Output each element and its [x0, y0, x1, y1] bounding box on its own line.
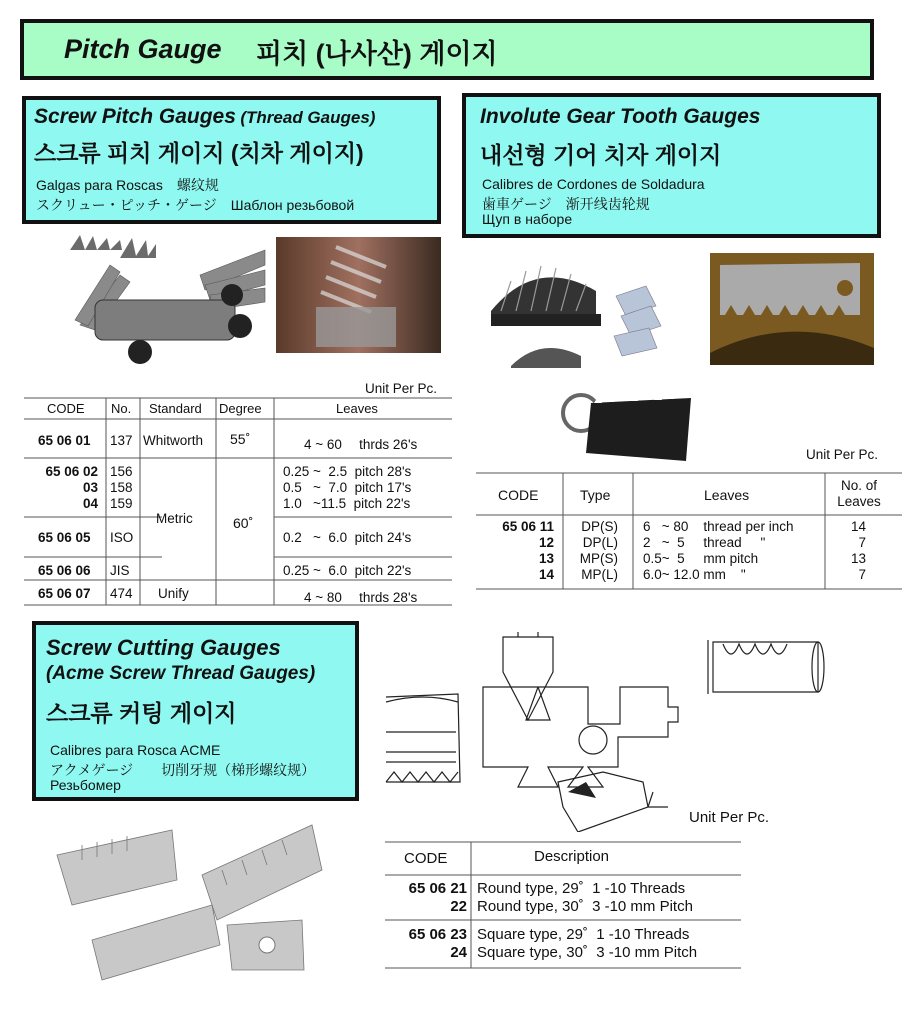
- screw-pitch-header-no: No.: [111, 401, 132, 416]
- screw-pitch-r7-no: 474: [110, 586, 133, 601]
- cutting-line2: アクメゲージ 切削牙规（梯形螺纹规）: [50, 762, 316, 778]
- screw-pitch-title-paren: (Thread Gauges): [240, 108, 376, 127]
- cutting-line3: Резьбомер: [50, 777, 121, 793]
- cutting-title-box: [32, 621, 359, 801]
- screw-pitch-title-ko: 스크류 피치 게이지 (치차 게이지): [34, 140, 364, 166]
- cutting-unit: Unit Per Pc.: [689, 809, 770, 826]
- involute-header-type: Type: [580, 487, 611, 503]
- screw-pitch-header-code: CODE: [47, 401, 85, 416]
- pitch-gauge-set-photo: [60, 230, 270, 370]
- screw-pitch-r6-no: JIS: [110, 563, 130, 578]
- screw-pitch-r1-leaves: 4 ~ 60 thrds 26's: [304, 437, 418, 452]
- screw-pitch-deg-60: 60˚: [233, 515, 254, 531]
- screw-pitch-header-degree: Degree: [219, 401, 262, 416]
- screw-pitch-title-box: [22, 96, 441, 224]
- involute-header-code: CODE: [498, 487, 539, 503]
- gear-tooth-closeup-photo: [710, 253, 874, 365]
- screw-pitch-r5-no: ISO: [110, 530, 134, 545]
- involute-line2: 歯車ゲージ 渐开线齿轮规: [482, 196, 650, 212]
- cutting-header-code: CODE: [404, 850, 448, 867]
- screw-pitch-r5-code: 65 06 05: [38, 530, 91, 545]
- screw-pitch-std-metric: Metric: [156, 511, 193, 526]
- involute-counts: 14 7 13 7: [850, 519, 866, 582]
- acme-gauge-diagram: [378, 632, 828, 832]
- header-banner: [20, 19, 874, 80]
- screw-pitch-r1-code: 65 06 01: [38, 433, 91, 448]
- cutting-g2-desc: Square type, 29˚ 1 -10 Threads Square type, 30˚ 3 -10 mm Pitch: [477, 926, 698, 961]
- cutting-title1: Screw Cutting Gauges: [46, 635, 281, 660]
- involute-header-count: No. of Leaves: [837, 478, 881, 509]
- screw-pitch-title: Screw Pitch Gauges: [34, 105, 236, 128]
- involute-header-leaves: Leaves: [704, 487, 750, 503]
- involute-title-box: [462, 93, 881, 238]
- screw-pitch-g2-codes: 65 06 02 03 04: [45, 464, 98, 511]
- thread-closeup-photo: [276, 237, 441, 353]
- screw-pitch-r1-no: 137: [110, 433, 133, 448]
- cutting-header-desc: Description: [534, 848, 610, 865]
- screw-pitch-r7-code: 65 06 07: [38, 586, 91, 601]
- screw-pitch-header-leaves: Leaves: [336, 401, 378, 416]
- involute-title-ko: 내선형 기어 치자 게이지: [480, 142, 722, 168]
- header-title-en: Pitch Gauge: [64, 34, 222, 64]
- screw-pitch-g2-nos: 156 158 159: [110, 464, 133, 511]
- screw-pitch-g2-leaves: 0.25 ~ 2.5 pitch 28's 0.5 ~ 7.0 pitch 17's 1.0 ~11.5 pitch 22's: [283, 464, 412, 511]
- cutting-title-ko: 스크류 커팅 게이지: [46, 700, 237, 726]
- screw-pitch-r7-std: Unify: [158, 586, 189, 601]
- screw-pitch-r6-leaves: 0.25 ~ 6.0 pitch 22's: [283, 563, 412, 578]
- screw-pitch-header-standard: Standard: [149, 401, 202, 416]
- screw-pitch-r5-leaves: 0.2 ~ 6.0 pitch 24's: [283, 530, 412, 545]
- cutting-line1: Calibres para Rosca ACME: [50, 742, 221, 758]
- involute-types: DP(S) DP(L) MP(S) MP(L): [579, 519, 618, 582]
- screw-pitch-r6-code: 65 06 06: [38, 563, 91, 578]
- header-title-ko: 피치 (나사산) 게이지: [256, 39, 498, 69]
- gear-gauge-ring-photo: [556, 383, 696, 463]
- involute-line3: Щуп в наборе: [482, 211, 573, 227]
- involute-title: Involute Gear Tooth Gauges: [480, 105, 761, 128]
- screw-pitch-unit: Unit Per Pc.: [365, 381, 438, 396]
- screw-pitch-line2: スクリュー・ピッチ・ゲージ Шаблон резьбовой: [36, 197, 355, 213]
- acme-gauge-photo: [52, 820, 327, 1010]
- screw-pitch-r1-std: Whitworth: [143, 433, 204, 448]
- screw-pitch-line1: Galgas para Roscas 螺纹规: [36, 177, 219, 193]
- involute-line1: Calibres de Cordones de Soldadura: [482, 176, 705, 192]
- cutting-g1-desc: Round type, 29˚ 1 -10 Threads Round type, 30˚ 3 -10 mm Pitch: [477, 880, 693, 915]
- involute-codes: 65 06 11 12 13 14: [502, 519, 554, 582]
- gear-gauge-set-photo: [486, 256, 686, 371]
- cutting-g2-codes: 65 06 23 24: [408, 926, 467, 961]
- screw-pitch-r7-leaves: 4 ~ 80 thrds 28's: [304, 590, 418, 605]
- involute-leaves: 6 ~ 80 thread per inch 2 ~ 5 thread " 0.5~ 5 mm pitch 6.0~ 12.0 mm ": [643, 519, 794, 582]
- involute-unit: Unit Per Pc.: [806, 447, 879, 462]
- screw-pitch-r1-deg: 55˚: [230, 431, 251, 447]
- cutting-g1-codes: 65 06 21 22: [408, 880, 467, 915]
- cutting-title2: (Acme Screw Thread Gauges): [46, 663, 316, 684]
